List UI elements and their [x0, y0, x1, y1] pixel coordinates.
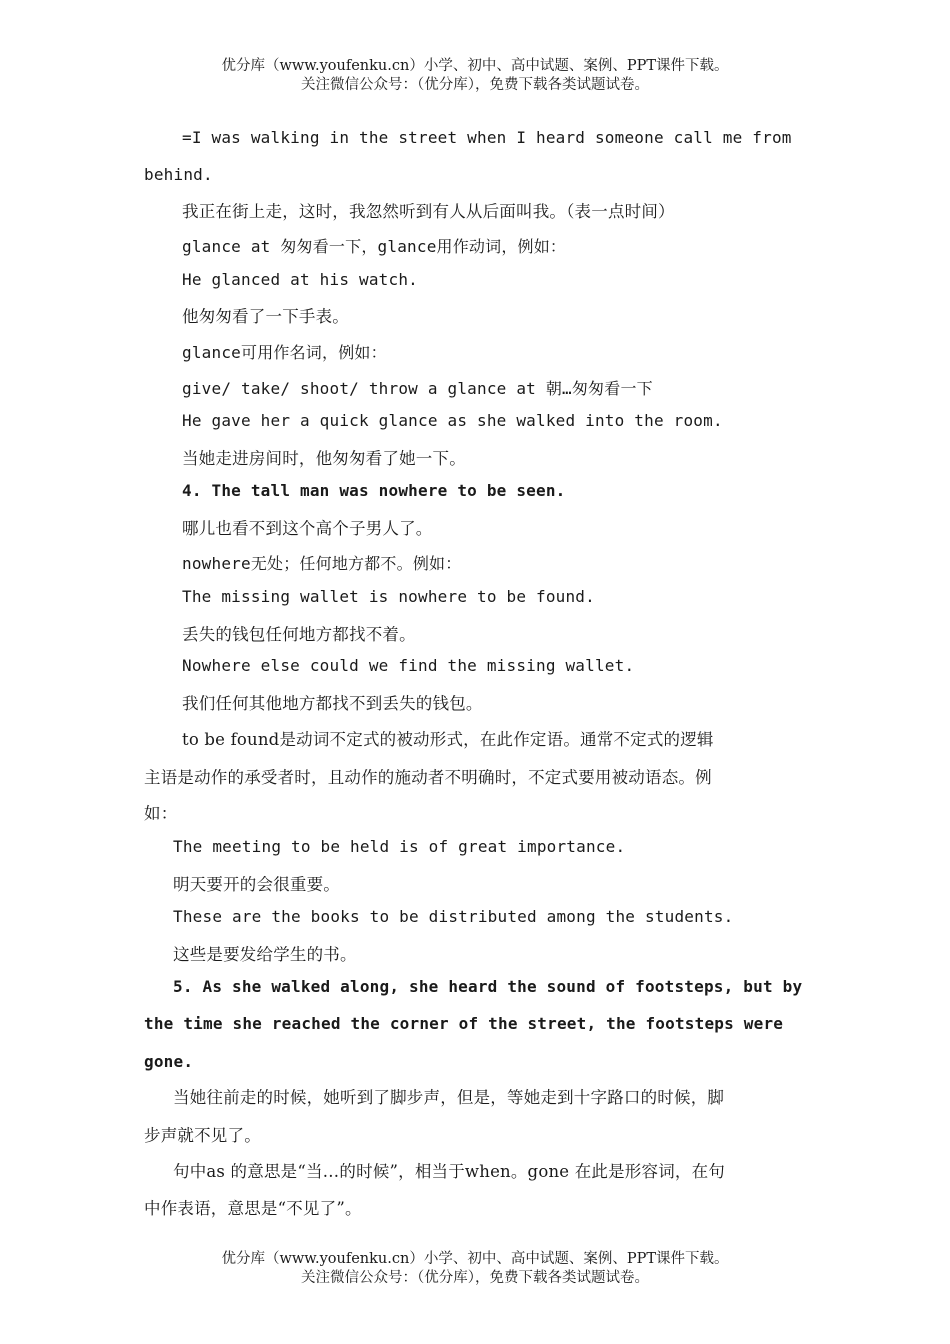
- text-line: 我正在街上走，这时，我忽然听到有人从后面叫我。（表一点时间）: [182, 202, 675, 221]
- text-line: nowhere无处；任何地方都不。例如：: [182, 554, 462, 573]
- page-footer: [0, 1250, 950, 1288]
- footer-line-2: 关注微信公众号：（优分库），免费下载各类试题试卷。: [301, 1270, 649, 1286]
- text-line: 主语是动作的承受者时，且动作的施动者不明确时，不定式要用被动语态。例: [144, 768, 712, 787]
- text-line: glance可用作名词，例如：: [182, 343, 387, 362]
- text-line: 步声就不见了。: [144, 1126, 261, 1145]
- text-line: 这些是要发给学生的书。: [173, 945, 357, 964]
- header-line-1: 优分库（www.youfenku.cn）小学、初中、高中试题、案例、PPT课件下载。: [221, 58, 729, 74]
- text-line: 当她往前走的时候，她听到了脚步声，但是，等她走到十字路口的时候，脚: [173, 1088, 725, 1107]
- text-line: 哪儿也看不到这个高个子男人了。: [182, 519, 433, 538]
- footer-line-1: 优分库（www.youfenku.cn）小学、初中、高中试题、案例、PPT课件下载。: [221, 1251, 729, 1267]
- text-line: 丢失的钱包任何地方都找不着。: [182, 625, 416, 644]
- text-line: 如：: [144, 804, 178, 823]
- text-line: glance at 匆匆看一下，glance用作动词，例如：: [182, 237, 567, 256]
- section-heading: 4. The tall man was nowhere to be seen.: [182, 481, 566, 500]
- text-line: =I was walking in the street when I heard someone call me from: [182, 128, 792, 147]
- text-line: 我们任何其他地方都找不到丢失的钱包。: [182, 694, 483, 713]
- section-heading: the time she reached the corner of the street, the footsteps were: [144, 1014, 784, 1033]
- page-header: [0, 57, 950, 95]
- text-line: He gave her a quick glance as she walked into the room.: [182, 411, 723, 430]
- text-line: behind.: [144, 165, 213, 184]
- text-line: He glanced at his watch.: [182, 270, 418, 289]
- text-line: Nowhere else could we find the missing wallet.: [182, 656, 635, 675]
- text-line: 中作表语，意思是“不见了”。: [144, 1199, 362, 1218]
- section-heading: 5. As she walked along, she heard the sound of footsteps, but by: [173, 977, 803, 996]
- text-line: 句中as 的意思是“当…的时候”，相当于when。gone 在此是形容词，在句: [173, 1162, 725, 1181]
- header-line-2: 关注微信公众号：（优分库），免费下载各类试题试卷。: [301, 77, 649, 93]
- text-line: give/ take/ shoot/ throw a glance at 朝…匆匆看一下: [182, 379, 653, 398]
- text-line: 当她走进房间时，他匆匆看了她一下。: [182, 449, 466, 468]
- text-line: to be found是动词不定式的被动形式，在此作定语。通常不定式的逻辑: [182, 730, 714, 749]
- text-line: 他匆匆看了一下手表。: [182, 307, 349, 326]
- text-line: The meeting to be held is of great importance.: [173, 837, 626, 856]
- text-line: 明天要开的会很重要。: [173, 875, 340, 894]
- text-line: The missing wallet is nowhere to be found.: [182, 587, 595, 606]
- text-line: These are the books to be distributed among the students.: [173, 907, 734, 926]
- section-heading: gone.: [144, 1052, 194, 1071]
